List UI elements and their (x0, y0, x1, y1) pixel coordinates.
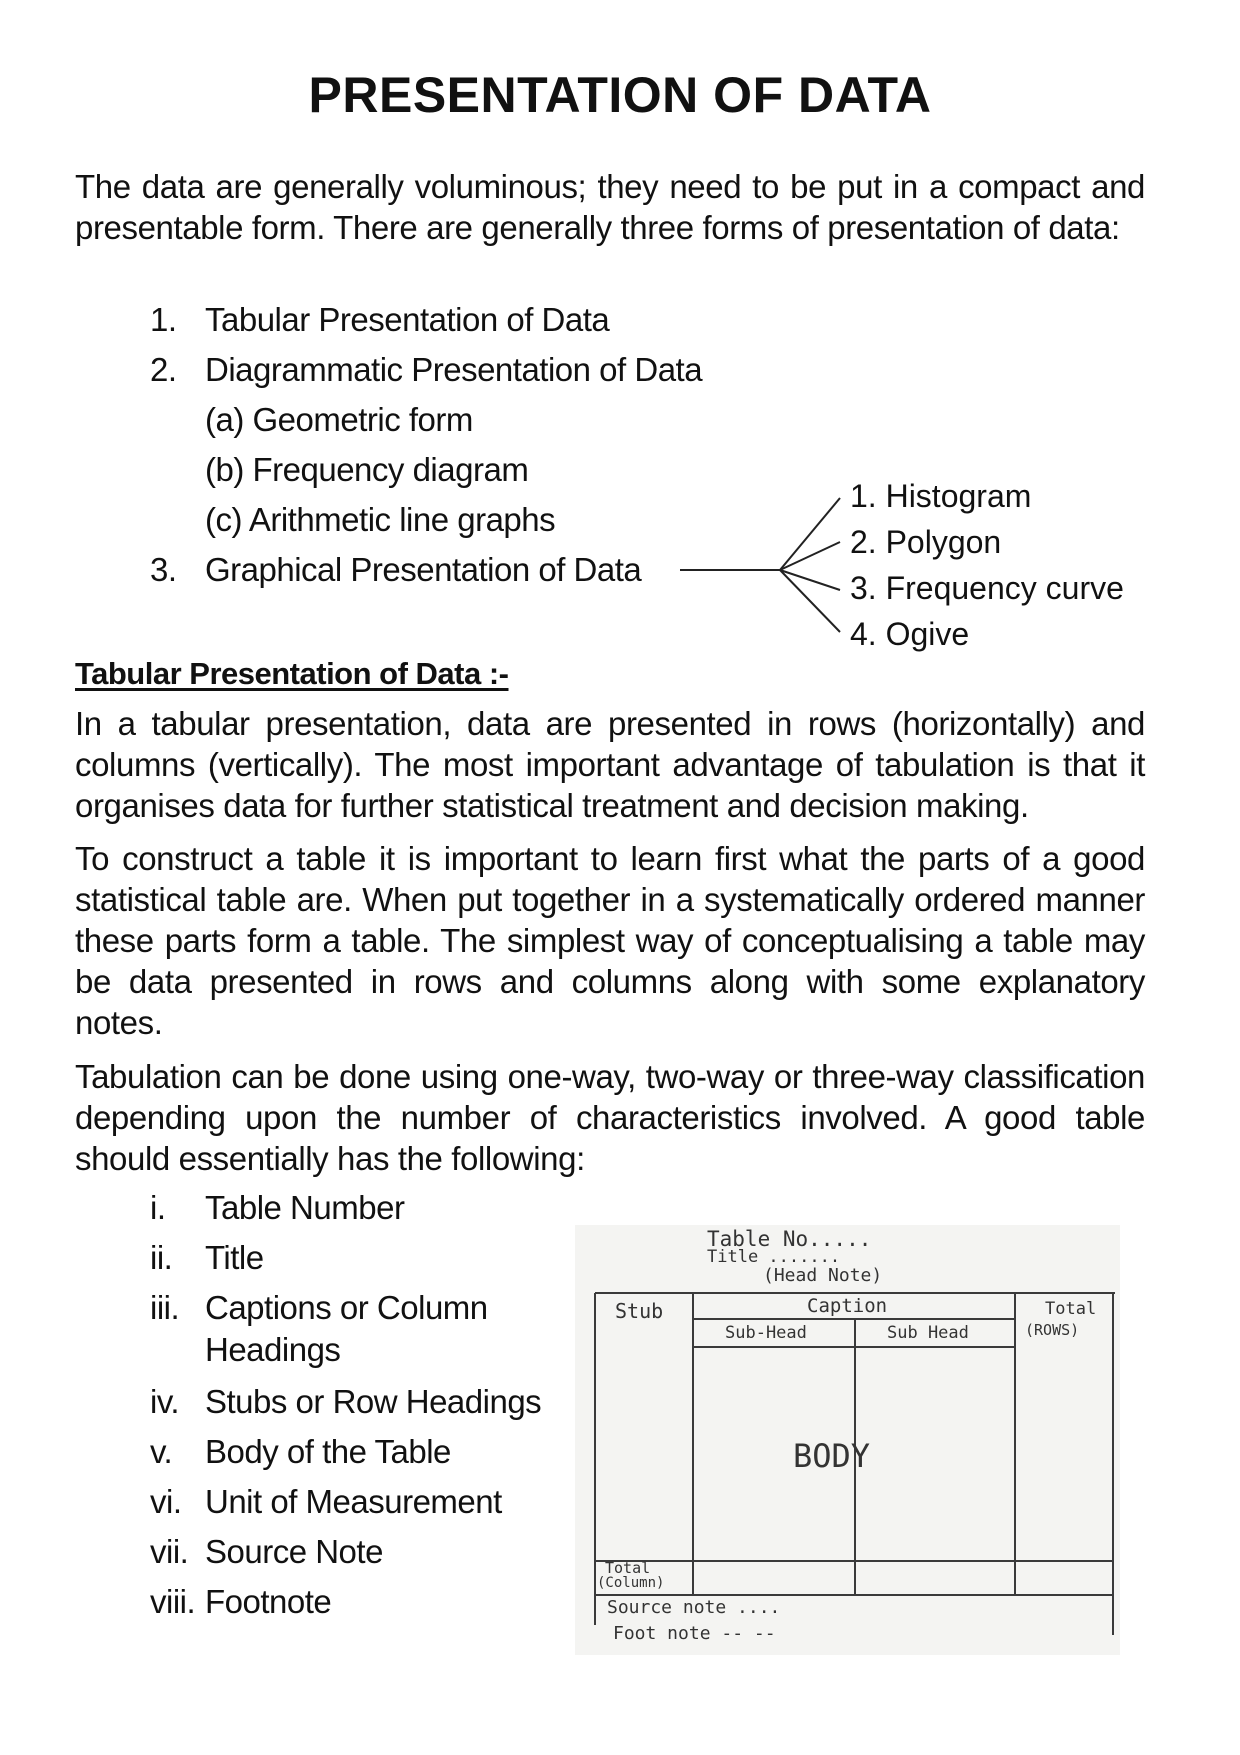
list-label: Source Note (205, 1533, 383, 1570)
list-item-part-3 (150, 1288, 488, 1368)
graph-type-ogive: 4. Ogive (850, 616, 970, 652)
list-item-form-2 (150, 350, 703, 390)
sketch-foot-note: Foot note -- -- (613, 1623, 776, 1644)
list-item-part-5 (150, 1432, 451, 1472)
list-item-part-4 (150, 1382, 542, 1422)
sketch-total-rows: Total (1045, 1299, 1097, 1319)
list-item-part-7 (150, 1532, 383, 1572)
list-subitem-a: (a) Geometric form (205, 401, 473, 438)
page-title: PRESENTATION OF DATA (308, 67, 932, 123)
list-subitem-c: (c) Arithmetic line graphs (205, 501, 556, 538)
list-label: Title (205, 1239, 264, 1276)
list-label: Stubs or Row Headings (205, 1383, 542, 1420)
list-label: Captions or Column (205, 1289, 488, 1326)
sketch-sub-head-2: Sub Head (887, 1323, 969, 1343)
list-number: ii. (150, 1239, 173, 1276)
intro-paragraph: The data are generally voluminous; they need to be put in a compact and presentable form. There are generally three forms of presentation of data: (75, 168, 1145, 246)
list-number: 1. (150, 301, 177, 338)
list-label-continued: Headings (205, 1331, 341, 1368)
graph-type-histogram: 1. Histogram (850, 478, 1032, 514)
section-heading: Tabular Presentation of Data :- (75, 656, 509, 691)
sketch-head-note: (Head Note) (763, 1265, 883, 1286)
list-label: Tabular Presentation of Data (205, 301, 610, 338)
branch-connector (670, 480, 850, 640)
list-number: 2. (150, 351, 177, 388)
list-label: Diagrammatic Presentation of Data (205, 351, 703, 388)
list-item-form-3 (150, 550, 642, 590)
list-label: Footnote (205, 1583, 332, 1620)
sketch-total-column: Total (605, 1559, 651, 1577)
list-number: i. (150, 1189, 166, 1226)
branch-line-2 (780, 542, 840, 570)
list-number: 3. (150, 551, 177, 588)
paragraph-1: In a tabular presentation, data are presented in rows (horizontally) and columns (vertically). The most important advantage of tabulation is that it organises data for further statistical treatment and decision making. (75, 705, 1145, 824)
list-item-part-6 (150, 1482, 502, 1522)
list-label: Body of the Table (205, 1433, 451, 1470)
table-sketch (575, 1225, 1120, 1655)
paragraph-2: To construct a table it is important to learn first what the parts of a good statistical table are. When put together in a systematically ordered manner these parts form a table. The simplest way of conceptualising a table may be data presented in rows and columns along with some explanatory notes. (75, 840, 1145, 1041)
list-number: iii. (150, 1289, 180, 1326)
paragraph-3: Tabulation can be done using one-way, two-way or three-way classification depending upon the number of characteristics involved. A good table should essentially has the following: (75, 1058, 1145, 1177)
sketch-total-column-sub: (Column) (597, 1575, 665, 1591)
list-label: Unit of Measurement (205, 1483, 502, 1520)
list-number: vi. (150, 1483, 182, 1520)
sketch-table-no: Table No..... (707, 1227, 872, 1251)
list-label: Table Number (205, 1189, 405, 1226)
list-number: viii. (150, 1583, 196, 1620)
sketch-total-rows-sub: (ROWS) (1025, 1321, 1080, 1339)
sketch-source-note: Source note .... (607, 1597, 781, 1618)
list-label: Graphical Presentation of Data (205, 551, 642, 588)
list-item-part-8 (150, 1582, 332, 1622)
sketch-caption: Caption (807, 1295, 888, 1317)
graph-type-frequency-curve: 3. Frequency curve (850, 570, 1124, 606)
graph-type-polygon: 2. Polygon (850, 524, 1002, 560)
list-item-form-1 (150, 300, 610, 340)
list-item-part-2 (150, 1238, 264, 1278)
list-number: iv. (150, 1383, 180, 1420)
list-number: vii. (150, 1533, 189, 1570)
sketch-sub-head-1: Sub-Head (725, 1323, 807, 1343)
list-number: v. (150, 1433, 173, 1470)
list-subitem-b: (b) Frequency diagram (205, 451, 529, 488)
branch-line-1 (780, 498, 840, 570)
sketch-body: BODY (793, 1437, 871, 1475)
list-item-part-1 (150, 1188, 405, 1228)
sketch-title: Title ....... (707, 1247, 841, 1267)
sketch-stub: Stub (615, 1299, 664, 1323)
